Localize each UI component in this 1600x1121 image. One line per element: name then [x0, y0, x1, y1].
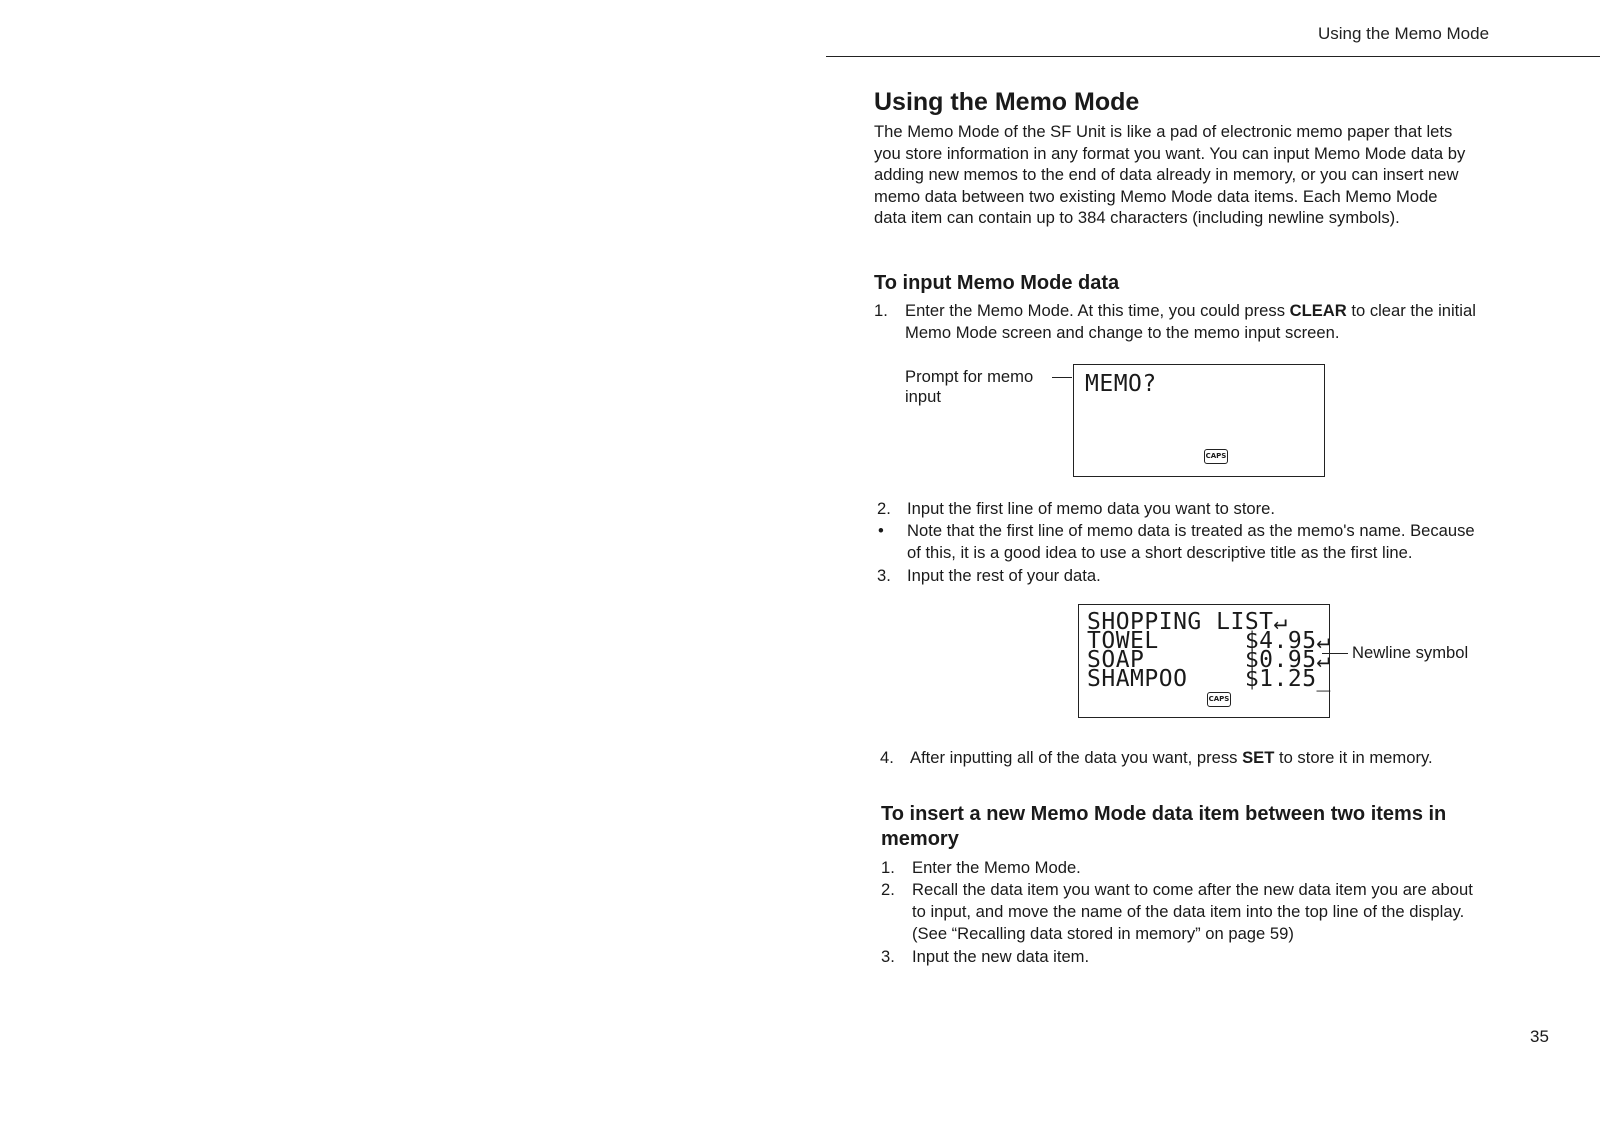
intro-paragraph: [874, 121, 1524, 229]
heading-line: To insert a new Memo Mode data item between two items in: [881, 803, 1447, 825]
intro-line: you store information in any format you want. You can input Memo Mode data by: [874, 143, 1466, 163]
lcd-line-4: SHAMPOO $1.25_: [1087, 666, 1331, 692]
callout-leader: [1052, 377, 1072, 378]
caps-indicator: CAPS: [1204, 449, 1228, 464]
callout-leader: [1322, 653, 1348, 654]
intro-line: memo data between two existing Memo Mode data items. Each Memo Mode: [874, 186, 1438, 206]
note-line-1: Note that the first line of memo data is treated as the memo's name. Because: [907, 521, 1475, 540]
insert-step-2: [881, 879, 1541, 945]
step-number: 4.: [880, 748, 894, 767]
note-line-2: of this, it is a good idea to use a short descriptive title as the first line.: [907, 543, 1413, 562]
intro-line: data item can contain up to 384 characters (including newline symbols).: [874, 208, 1400, 228]
callout-line: Prompt for memo: [905, 367, 1034, 386]
note-item: [877, 520, 1537, 564]
lcd-text: MEMO?: [1085, 371, 1157, 397]
page-title: Using the Memo Mode: [874, 88, 1140, 116]
step-1-line-2: Memo Mode screen and change to the memo input screen.: [905, 323, 1340, 342]
input-section-heading: To input Memo Mode data: [874, 272, 1120, 294]
lcd-display-shopping-list: [1078, 604, 1330, 718]
step-number: 2.: [881, 880, 895, 899]
running-head: Using the Memo Mode: [1318, 24, 1490, 43]
step-number: 3.: [881, 947, 895, 966]
page-number: 35: [1530, 1027, 1549, 1046]
lcd-line-3: SOAP $0.95↵: [1087, 647, 1331, 673]
step-2-text: Input the first line of memo data you want to store.: [907, 499, 1276, 518]
prompt-callout: [905, 367, 1033, 407]
caps-indicator: CAPS: [1207, 692, 1231, 707]
intro-line: The Memo Mode of the SF Unit is like a pad of electronic memo paper that lets: [874, 122, 1453, 141]
step-number: 1.: [874, 301, 888, 320]
insert-step-2-line-2: to input, and move the name of the data item into the top line of the display.: [912, 902, 1465, 921]
clear-key-label: CLEAR: [1289, 301, 1347, 320]
step-number: 2.: [877, 499, 891, 518]
insert-step-1-text: Enter the Memo Mode.: [912, 858, 1081, 877]
heading-line: memory: [881, 828, 959, 850]
step-1-line-1: Enter the Memo Mode. At this time, you could press CLEAR to clear the initial: [905, 301, 1476, 320]
callout-line: input: [905, 387, 941, 406]
step-1: [874, 300, 1534, 344]
intro-line: adding new memos to the end of data already in memory, or you can insert new: [874, 165, 1459, 185]
insert-section-heading: [881, 802, 1446, 852]
lcd-line-2: TOWEL $4.95↵: [1087, 628, 1331, 654]
set-key-label: SET: [1242, 748, 1275, 767]
insert-step-2-line-1: Recall the data item you want to come after the new data item you are about: [912, 880, 1473, 899]
insert-step-2-line-3: (See “Recalling data stored in memory” on page 59): [912, 924, 1294, 943]
insert-step-3-text: Input the new data item.: [912, 947, 1090, 966]
bullet-icon: •: [878, 521, 884, 540]
step-3-text: Input the rest of your data.: [907, 566, 1101, 585]
lcd-line-1: SHOPPING LIST↵: [1087, 609, 1288, 635]
lcd-display-memo-prompt: [1073, 364, 1325, 477]
step-number: 1.: [881, 858, 895, 877]
step-number: 3.: [877, 566, 891, 585]
step-4-text: After inputting all of the data you want, press SET to store it in memory.: [910, 748, 1433, 767]
newline-symbol-callout: Newline symbol: [1352, 643, 1469, 662]
header-rule: [826, 56, 1600, 57]
